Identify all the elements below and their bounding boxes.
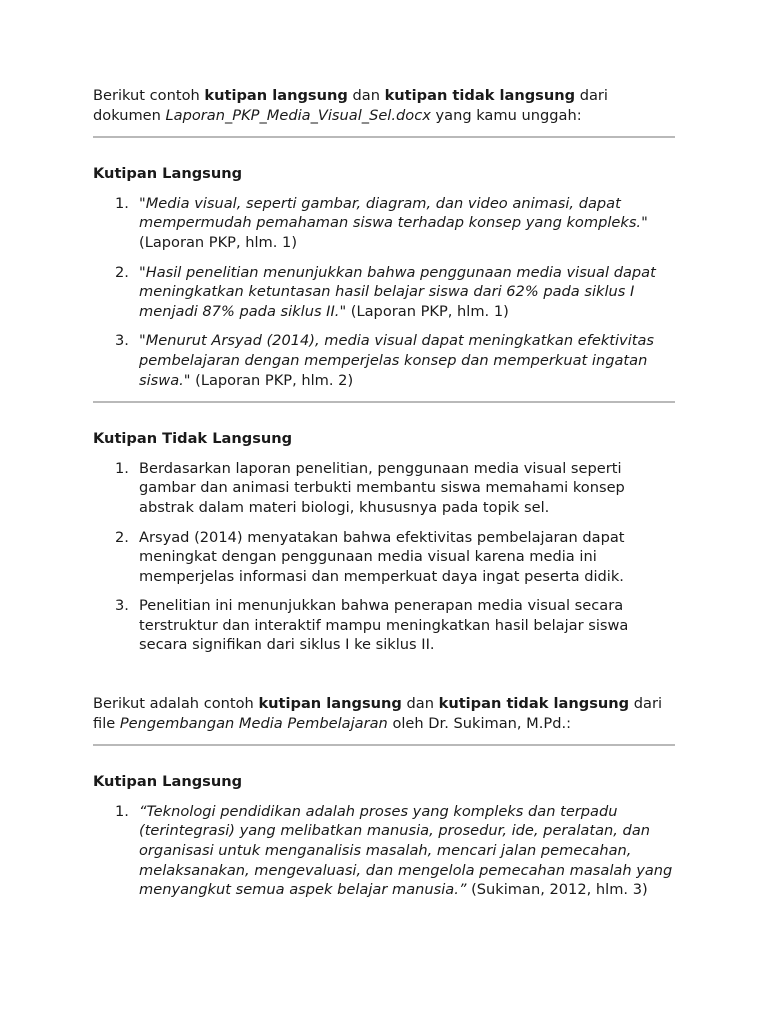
- section-heading-direct-1: Kutipan Langsung: [93, 165, 243, 183]
- quote-mark: ": [139, 263, 146, 281]
- intro-text: dari dokumen: [93, 87, 608, 124]
- list-text: Penelitian ini menunjukkan bahwa penerapan media visual secara terstruktur dan interaktif mampu meningkatkan hasil belajar siswa secara signifikan dari siklus I ke siklus II.: [139, 597, 629, 654]
- quote-mark: ": [139, 332, 146, 350]
- indirect-quote-list-1: [93, 459, 675, 655]
- quote-text: Menurut Arsyad (2014), media visual dapat meningkatkan efektivitas pembelajaran dengan memperjelas konsep dan memperkuat ingatan siswa.: [139, 332, 655, 389]
- intro-bold: kutipan langsung: [204, 87, 348, 104]
- citation: " (Laporan PKP, hlm. 1): [339, 302, 509, 320]
- list-item: [93, 459, 675, 518]
- list-number: 1.: [115, 459, 129, 477]
- intro-bold: kutipan tidak langsung: [384, 87, 576, 104]
- intro-text: yang kamu unggah:: [430, 106, 582, 124]
- intro-text: oleh Dr. Sukiman, M.Pd.:: [387, 714, 572, 732]
- list-number: 3.: [115, 597, 129, 615]
- intro-text: dari file: [93, 695, 663, 732]
- divider: [93, 136, 675, 138]
- document-body: [93, 86, 675, 900]
- intro-text: Berikut adalah contoh: [93, 695, 259, 713]
- intro-text: Berikut contoh: [93, 87, 205, 104]
- direct-quote-list-2: [93, 802, 675, 900]
- list-number: 1.: [115, 194, 129, 212]
- citation: (Sukiman, 2012, hlm. 3): [466, 881, 648, 899]
- quote-text: “Teknologi pendidikan adalah proses yang kompleks dan terpadu (terintegrasi) yang melibatkan manusia, prosedur, ide, peralatan, dan organisasi untuk menganalisis masalah, mencari jalan pemecahan, melaksanakan, mengevaluasi, dan mengelola pemecahan masalah yang menyangkut semua aspek belajar manusia.”: [139, 802, 673, 899]
- list-number: 3.: [115, 332, 129, 350]
- citation: " (Laporan PKP, hlm. 2): [183, 371, 354, 389]
- list-item: [93, 802, 675, 900]
- filename: Laporan_PKP_Media_Visual_Sel.docx: [165, 106, 431, 124]
- list-number: 1.: [115, 802, 129, 820]
- list-number: 2.: [115, 528, 129, 546]
- direct-quote-list-1: [93, 194, 675, 390]
- list-item: [93, 194, 675, 253]
- citation: " (Laporan PKP, hlm. 1): [139, 214, 648, 251]
- section-heading-direct-2: Kutipan Langsung: [93, 773, 243, 791]
- quote-text: Media visual, seperti gambar, diagram, dan video animasi, dapat mempermudah pemahaman siswa terhadap konsep yang kompleks.: [139, 194, 642, 232]
- list-item: [93, 331, 675, 390]
- list-item: [93, 263, 675, 322]
- document-block-2: [93, 694, 675, 900]
- list-item: [93, 528, 675, 587]
- list-item: [93, 596, 675, 655]
- divider: [93, 401, 675, 403]
- intro-text: dan: [347, 87, 385, 104]
- section-heading-indirect-1: Kutipan Tidak Langsung: [93, 430, 293, 448]
- intro-text: dan: [401, 695, 439, 713]
- intro-paragraph-1: [93, 86, 675, 125]
- intro-bold: kutipan langsung: [258, 695, 402, 713]
- list-number: 2.: [115, 263, 129, 281]
- divider: [93, 744, 675, 746]
- book-title: Pengembangan Media Pembelajaran: [119, 714, 388, 732]
- quote-mark: ": [139, 194, 146, 212]
- quote-text: Hasil penelitian menunjukkan bahwa penggunaan media visual dapat meningkatkan ketuntasan hasil belajar siswa dari 62% pada siklus I menjadi 87% pada siklus II.: [139, 263, 656, 320]
- intro-paragraph-2: [93, 694, 675, 733]
- list-text: Arsyad (2014) menyatakan bahwa efektivitas pembelajaran dapat meningkat dengan penggunaan media visual karena media ini memperjelas informasi dan memperkuat daya ingat peserta didik.: [139, 528, 625, 585]
- list-text: Berdasarkan laporan penelitian, penggunaan media visual seperti gambar dan animasi terbukti membantu siswa memahami konsep abstrak dalam materi biologi, khususnya pada topik sel.: [139, 459, 625, 516]
- intro-bold: kutipan tidak langsung: [438, 695, 630, 713]
